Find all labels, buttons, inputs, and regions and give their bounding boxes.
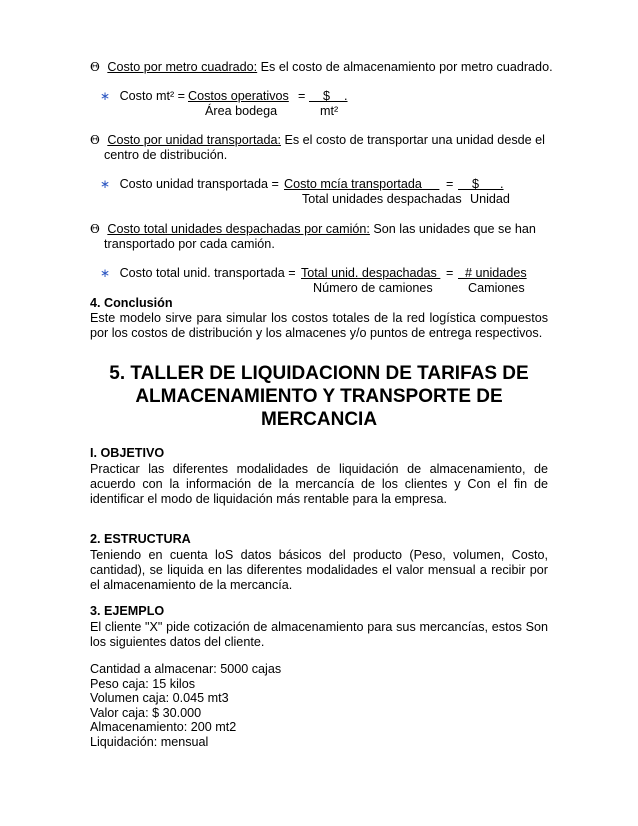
ejemplo-heading: 3. EJEMPLO xyxy=(90,604,165,618)
formula-equals: = xyxy=(446,266,454,280)
list-item: Cantidad a almacenar: 5000 cajas xyxy=(90,662,282,676)
formula-lhs: Costo unidad transportada = xyxy=(119,177,279,191)
term: Costo por unidad transportada: xyxy=(107,133,281,147)
formula-unit-denominator: Camiones xyxy=(468,281,525,295)
asterisk-bullet-icon: ∗ xyxy=(100,266,111,280)
description-continuation: transportado por cada camión. xyxy=(104,237,275,251)
conclusion-body: Este modelo sirve para simular los costos totales de la red logística compuestos por los costos de distribución y los almacenes y/o puntos de entrega respectivos. xyxy=(90,311,548,340)
term: Costo por metro cuadrado: xyxy=(107,60,258,74)
title-line: MERCANCIA xyxy=(260,409,378,430)
list-item: Almacenamiento: 200 mt2 xyxy=(90,720,237,734)
definition-costo-camion xyxy=(90,222,536,237)
formula-numerator: Costos operativos xyxy=(188,89,289,103)
description: Es el costo de transportar una unidad desde el xyxy=(280,133,545,147)
asterisk-bullet-icon: ∗ xyxy=(100,89,111,103)
title-line: ALMACENAMIENTO Y TRANSPORTE DE xyxy=(135,386,503,407)
formula-denominator: Área bodega xyxy=(205,104,278,118)
formula-equals: = xyxy=(446,177,454,191)
list-item: Valor caja: $ 30.000 xyxy=(90,705,202,720)
formula-unit-numerator: $ . xyxy=(309,89,348,103)
formula-unit-denominator: mt² xyxy=(320,104,339,118)
description: Es el costo de almacenamiento por metro cuadrado. xyxy=(257,60,553,74)
formula-unit-numerator: # unidades xyxy=(458,266,527,280)
formula-unit-numerator: $ . xyxy=(458,177,504,191)
definition-costo-metro xyxy=(90,60,553,75)
formula-lhs: Costo total unid. transportada = xyxy=(119,266,296,280)
definition-costo-unidad xyxy=(90,133,545,148)
section-title xyxy=(90,362,548,431)
list-item: Peso caja: 15 kilos xyxy=(90,676,196,691)
theta-bullet-icon: Θ xyxy=(90,60,100,74)
formula-denominator: Número de camiones xyxy=(313,281,433,295)
formula-costo-metro xyxy=(100,89,185,104)
title-line: 5. TALLER DE LIQUIDACIONN DE TARIFAS DE xyxy=(109,363,529,384)
objetivo-heading: I. OBJETIVO xyxy=(90,446,165,460)
theta-bullet-icon: Θ xyxy=(90,222,100,236)
estructura-body: Teniendo en cuenta loS datos básicos del producto (Peso, volumen, Costo, cantidad), se liquida en las diferentes modalidades el valor mensual a recibir por el almacenamiento de la mercancía. xyxy=(90,548,548,592)
list-item: Liquidación: mensual xyxy=(90,734,209,749)
formula-numerator: Total unid. despachadas xyxy=(301,266,441,280)
description: Son las unidades que se han xyxy=(369,222,536,236)
formula-costo-camion xyxy=(100,266,296,281)
formula-equals: = xyxy=(298,89,306,103)
formula-costo-unidad xyxy=(100,177,279,192)
theta-bullet-icon: Θ xyxy=(90,133,100,147)
formula-unit-denominator: Unidad xyxy=(470,192,510,206)
formula-denominator: Total unidades despachadas xyxy=(302,192,462,206)
formula-numerator: Costo mcía transportada xyxy=(284,177,440,191)
conclusion-heading: 4. Conclusión xyxy=(90,296,173,310)
formula-lhs: Costo mt² = xyxy=(119,89,185,103)
objetivo-body: Practicar las diferentes modalidades de liquidación de almacenamiento, de acuerdo con la información de la mercancía de los clientes y Con el fin de identificar el modo de liquidación más rentable para la empresa. xyxy=(90,462,548,506)
asterisk-bullet-icon: ∗ xyxy=(100,177,111,191)
estructura-heading: 2. ESTRUCTURA xyxy=(90,532,191,546)
ejemplo-data-list xyxy=(90,662,281,749)
term: Costo total unidades despachadas por camión: xyxy=(107,222,370,236)
ejemplo-body: El cliente "X" pide cotización de almacenamiento para sus mercancías, estos Son los siguientes datos del cliente. xyxy=(90,620,548,649)
description-continuation: centro de distribución. xyxy=(104,148,228,162)
list-item: Volumen caja: 0.045 mt3 xyxy=(90,691,229,705)
